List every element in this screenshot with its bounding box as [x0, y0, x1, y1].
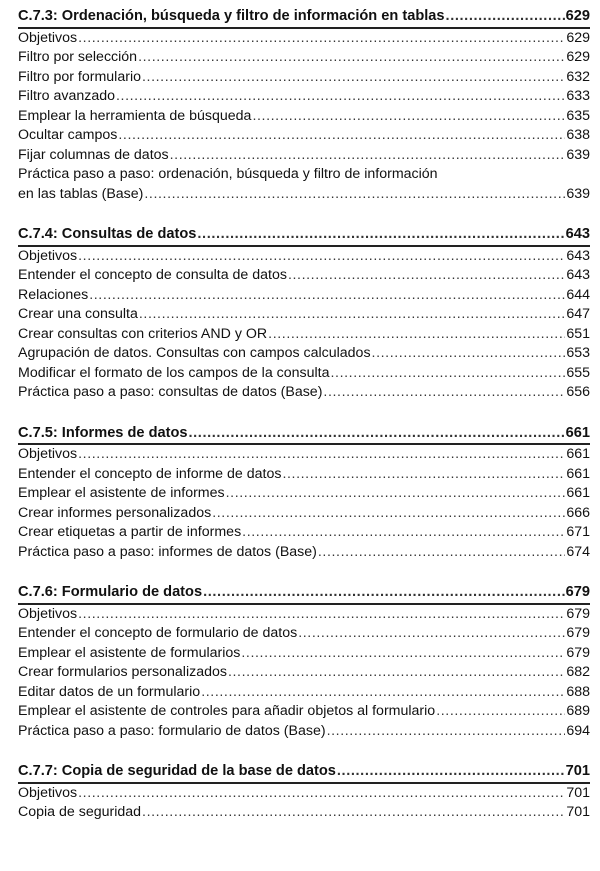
heading-row	[18, 225, 590, 245]
toc-entry	[18, 126, 590, 146]
dot-leader	[89, 286, 565, 306]
entry-text: Filtro por formulario	[18, 68, 141, 85]
entry-text-line1: Práctica paso a paso: ordenación, búsqueda y filtro de información	[18, 166, 438, 182]
dot-leader	[170, 146, 566, 166]
dot-leader	[78, 29, 565, 49]
entry-page-number: 653	[566, 345, 590, 361]
entry-row	[18, 465, 590, 485]
entry-text: Ocultar campos	[18, 127, 118, 143]
entry-text: Crear informes personalizados	[18, 504, 212, 521]
entry-text: Crear etiquetas a partir de informes	[18, 524, 242, 540]
heading-row	[18, 762, 590, 782]
entry-page-number: 694	[566, 722, 590, 739]
dot-leader	[139, 305, 565, 325]
toc-entry	[18, 266, 590, 286]
entry-row	[18, 266, 590, 286]
dot-leader	[201, 683, 565, 703]
dot-leader	[144, 185, 565, 205]
entry-text: Entender el concepto de informe de datos	[18, 465, 282, 482]
entry-text: Emplear el asistente de formularios	[18, 644, 241, 661]
entry-page-number: 643	[566, 267, 590, 283]
entry-row	[18, 504, 590, 524]
toc-entry	[18, 247, 590, 267]
entry-page-number: 666	[566, 504, 590, 521]
entry-row	[18, 325, 590, 345]
toc-entry	[18, 48, 590, 68]
entry-row	[18, 445, 590, 465]
toc-entry	[18, 702, 590, 722]
entry-row	[18, 523, 590, 543]
dot-leader	[446, 7, 565, 27]
entry-row	[18, 68, 590, 88]
dot-leader	[78, 247, 565, 267]
dot-leader	[372, 344, 566, 364]
toc-entry	[18, 305, 590, 325]
entry-row	[18, 126, 590, 146]
toc-entry	[18, 286, 590, 306]
section-title: C.7.3: Ordenación, búsqueda y filtro de información en tablas	[18, 8, 445, 24]
entry-page-number: 643	[566, 247, 590, 264]
section-page-number: 643	[565, 226, 590, 242]
toc-section	[18, 225, 590, 403]
entry-text: Modificar el formato de los campos de la consulta	[18, 364, 330, 381]
entry-text: Filtro avanzado	[18, 88, 115, 104]
entry-text: Práctica paso a paso: informes de datos (Base)	[18, 543, 317, 560]
dot-leader	[298, 624, 565, 644]
entry-page-number: 629	[566, 49, 590, 65]
table-of-contents	[18, 7, 590, 823]
entry-row	[18, 663, 590, 683]
dot-leader	[116, 87, 565, 107]
toc-entry	[18, 683, 590, 703]
entry-page-number: 682	[566, 664, 590, 680]
toc-section	[18, 424, 590, 563]
entry-text: Crear consultas con criterios AND y OR	[18, 325, 268, 342]
entry-row	[18, 383, 590, 403]
dot-leader	[436, 702, 565, 722]
entry-text: Objetivos	[18, 247, 78, 264]
entry-row	[18, 364, 590, 384]
entry-row	[18, 185, 590, 205]
entry-text: Objetivos	[18, 29, 78, 46]
entry-text: Entender el concepto de consulta de datos	[18, 267, 287, 283]
entry-page-number: 647	[566, 306, 590, 322]
toc-entry	[18, 364, 590, 384]
toc-entry	[18, 29, 590, 49]
toc-entry	[18, 146, 590, 166]
entry-text: Objetivos	[18, 605, 78, 622]
entry-row	[18, 305, 590, 325]
entry-row	[18, 702, 590, 722]
section-heading	[18, 7, 590, 29]
toc-entry	[18, 523, 590, 543]
entry-page-number: 655	[566, 364, 590, 381]
dot-leader	[241, 644, 565, 664]
entry-page-number: 674	[566, 543, 590, 560]
section-heading	[18, 424, 590, 446]
entry-row	[18, 286, 590, 306]
entry-row	[18, 107, 590, 127]
toc-entry	[18, 445, 590, 465]
entry-page-number: 688	[566, 683, 590, 700]
entry-row	[18, 48, 590, 68]
section-title: C.7.4: Consultas de datos	[18, 226, 197, 242]
entry-page-number: 679	[566, 644, 590, 661]
entry-page-number: 638	[566, 127, 590, 143]
entry-page-number: 644	[566, 286, 590, 303]
toc-entry	[18, 663, 590, 683]
dot-leader	[282, 465, 565, 485]
entry-page-number: 679	[566, 625, 590, 641]
toc-section	[18, 583, 590, 741]
toc-entry	[18, 165, 590, 204]
entry-row	[18, 87, 590, 107]
dot-leader	[327, 722, 566, 742]
entry-page-number: 639	[566, 185, 590, 202]
entry-row	[18, 683, 590, 703]
entry-page-number: 639	[566, 146, 590, 163]
dot-leader	[78, 605, 565, 625]
entry-page-number: 661	[566, 485, 590, 501]
toc-entry	[18, 344, 590, 364]
toc-entry	[18, 605, 590, 625]
toc-entry	[18, 504, 590, 524]
section-heading	[18, 225, 590, 247]
entry-text: Práctica paso a paso: formulario de datos (Base)	[18, 722, 326, 739]
dot-leader	[331, 364, 566, 384]
entry-page-number: 661	[566, 465, 590, 482]
dot-leader	[318, 543, 565, 563]
dot-leader	[323, 383, 565, 403]
dot-leader	[78, 784, 565, 804]
dot-leader	[212, 504, 565, 524]
entry-page-number: 632	[566, 68, 590, 85]
toc-entry	[18, 644, 590, 664]
entry-text: Práctica paso a paso: consultas de datos (Base)	[18, 384, 323, 400]
toc-entry	[18, 107, 590, 127]
entry-row	[18, 605, 590, 625]
entry-row	[18, 624, 590, 644]
entry-text: Crear una consulta	[18, 306, 138, 322]
entry-text: Editar datos de un formulario	[18, 683, 201, 700]
entry-text: Objetivos	[18, 784, 78, 801]
toc-entry	[18, 784, 590, 804]
dot-leader	[189, 424, 565, 444]
toc-entry	[18, 68, 590, 88]
entry-page-number: 671	[566, 524, 590, 540]
entry-text: Emplear el asistente de controles para añadir objetos al formulario	[18, 703, 436, 719]
dot-leader	[226, 484, 566, 504]
section-page-number: 629	[565, 8, 590, 24]
section-page-number: 679	[565, 584, 590, 600]
toc-section	[18, 7, 590, 204]
dot-leader	[228, 663, 565, 683]
dot-leader	[197, 225, 564, 245]
entry-page-number: 635	[566, 107, 590, 124]
entry-page-number: 656	[566, 384, 590, 400]
entry-text: Emplear la herramienta de búsqueda	[18, 107, 252, 124]
entry-row	[18, 146, 590, 166]
entry-page-number: 689	[566, 703, 590, 719]
toc-section	[18, 762, 590, 823]
dot-leader	[242, 523, 565, 543]
section-heading	[18, 762, 590, 784]
entry-row	[18, 644, 590, 664]
entry-text: Filtro por selección	[18, 49, 138, 65]
section-heading	[18, 583, 590, 605]
heading-row	[18, 583, 590, 603]
entry-page-number: 661	[566, 446, 590, 462]
dot-leader	[138, 48, 565, 68]
entry-page-number: 701	[566, 804, 590, 820]
entry-page-number: 633	[566, 88, 590, 104]
section-title: C.7.6: Formulario de datos	[18, 584, 203, 600]
entry-text: Copia de seguridad	[18, 804, 142, 820]
entry-text: Objetivos	[18, 446, 78, 462]
heading-row	[18, 7, 590, 27]
dot-leader	[142, 68, 565, 88]
toc-entry	[18, 325, 590, 345]
entry-text: Agrupación de datos. Consultas con campos calculados	[18, 345, 371, 361]
entry-row	[18, 784, 590, 804]
dot-leader	[337, 762, 565, 782]
toc-entry	[18, 465, 590, 485]
entry-row	[18, 722, 590, 742]
dot-leader	[142, 803, 565, 823]
entry-text: Entender el concepto de formulario de datos	[18, 625, 298, 641]
entry-text: Fijar columnas de datos	[18, 146, 169, 163]
toc-entry	[18, 383, 590, 403]
entry-row	[18, 344, 590, 364]
entry-row	[18, 247, 590, 267]
entry-page-number: 701	[566, 784, 590, 801]
dot-leader	[288, 266, 565, 286]
dot-leader	[252, 107, 565, 127]
entry-page-number: 679	[566, 605, 590, 622]
entry-page-number: 651	[566, 325, 590, 342]
section-page-number: 701	[565, 763, 590, 779]
entry-row	[18, 543, 590, 563]
toc-entry	[18, 484, 590, 504]
dot-leader	[118, 126, 565, 146]
entry-text-line2: en las tablas (Base)	[18, 185, 144, 202]
toc-entry	[18, 722, 590, 742]
entry-text: Emplear el asistente de informes	[18, 485, 225, 501]
toc-entry	[18, 87, 590, 107]
entry-page-number: 629	[566, 29, 590, 46]
entry-row	[18, 803, 590, 823]
section-title: C.7.5: Informes de datos	[18, 424, 188, 441]
toc-entry	[18, 543, 590, 563]
entry-row	[18, 484, 590, 504]
section-title: C.7.7: Copia de seguridad de la base de datos	[18, 763, 336, 779]
section-page-number: 661	[565, 424, 590, 441]
dot-leader	[203, 583, 565, 603]
entry-text: Relaciones	[18, 286, 89, 303]
dot-leader	[78, 445, 565, 465]
toc-entry	[18, 803, 590, 823]
dot-leader	[268, 325, 565, 345]
toc-entry	[18, 624, 590, 644]
entry-row	[18, 29, 590, 49]
entry-text: Crear formularios personalizados	[18, 664, 227, 680]
heading-row	[18, 424, 590, 444]
